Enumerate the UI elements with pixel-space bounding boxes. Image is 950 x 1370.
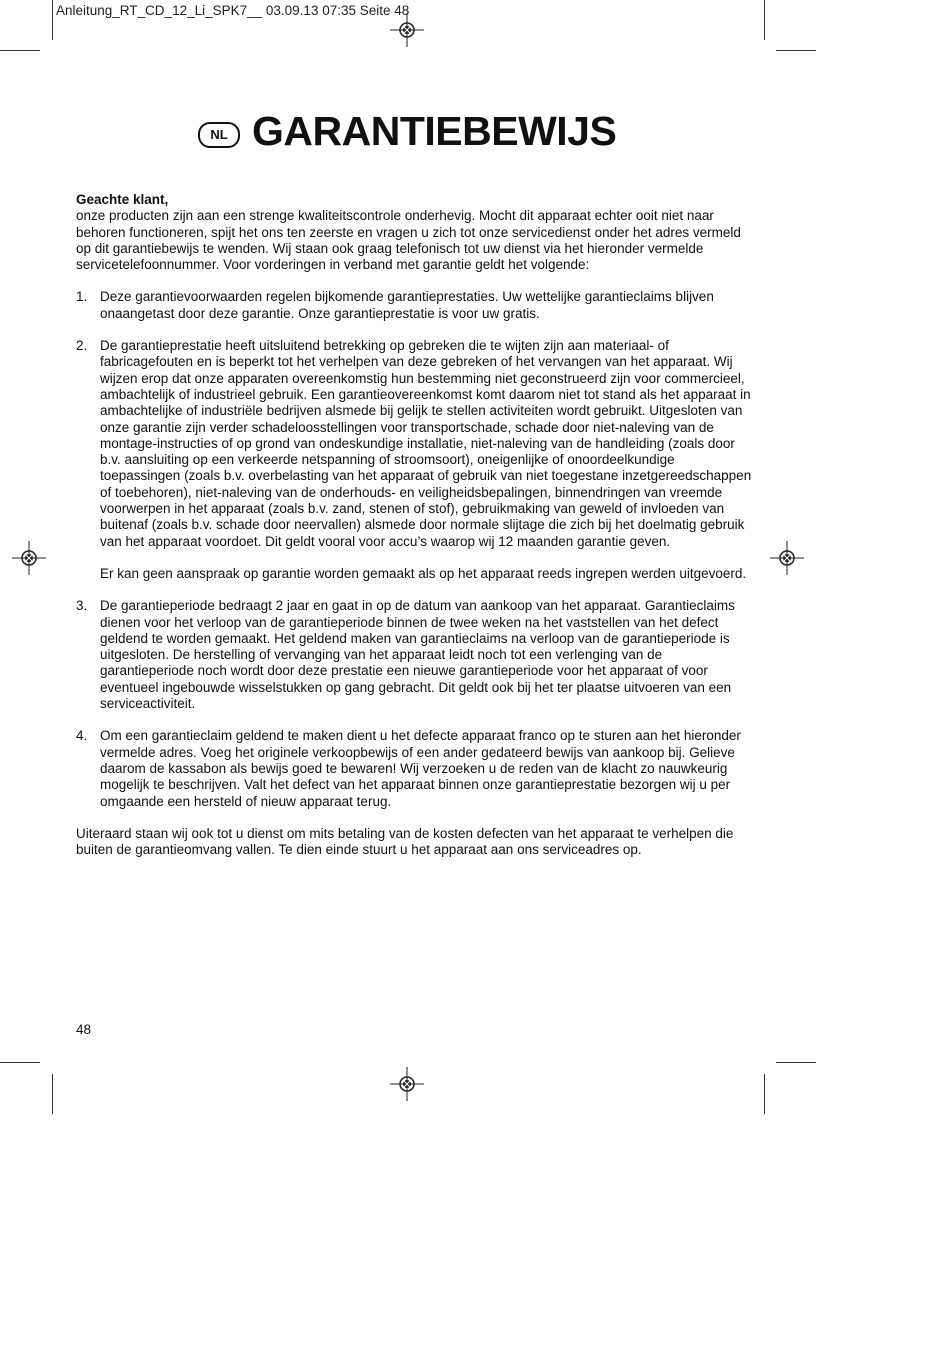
crop-mark [764,0,765,40]
list-item-subparagraph: Er kan geen aanspraak op garantie worden gemaakt als op het apparaat reeds ingrepen werden uitgevoerd. [100,565,747,581]
list-item-text: De garantieprestatie heeft uitsluitend betrekking op gebreken die te wijten zijn aan materiaal- of fabricagefouten en is beperkt tot het verhelpen van deze gebreken of het vervangen van het apparaat. Wij wijzen erop dat onze apparaten overeenkomstig hun bestemming niet geconstrueerd zijn voor commercieel, ambachtelijk of industrieel gebruik. Een garantieovereenkomst komt daarom niet tot stand als het apparaat in ambachtelijke of industriële bedrijven alsmede bij gelijk te stellen activiteiten wordt gebruikt. Uitgesloten van onze garantie zijn verder schadeloosstellingen voor transportschade, schade door niet-naleving van de montage-instructies of op grond van ondeskundige installatie, niet-naleving van de handleiding (zoals door b.v. aansluiting op een verkeerde netspanning of stroomsoort), oneigenlijke of onoordeelkundige toepassingen (zoals b.v. overbelasting van het apparaat of gebruik van niet toegestane inzetgereedschappen of toebehoren), niet-naleving van de onderhouds- en veiligheidsbepalingen, binnendringen van vreemde voorwerpen in het apparaat (zoals b.v. zand, stenen of stof), gebruikmaking van geweld of invloeden van buitenaf (zoals b.v. schade door neervallen) alsmede door normale slijtage die zich bij het doelmatig gebruik van het apparaat voordoet. Dit geldt vooral voor accu’s waarop wij 12 maanden garantie geven. [100,338,752,549]
registration-mark-icon [770,541,804,575]
language-badge: NL [198,122,240,148]
salutation: Geachte klant, [76,192,169,207]
list-item-number: 4. [76,728,88,744]
crop-mark [0,1062,40,1063]
crop-mark [0,50,40,51]
print-header: Anleitung_RT_CD_12_Li_SPK7__ 03.09.13 07:35 Seite 48 [56,3,410,18]
page-number: 48 [76,1022,92,1037]
list-item-number: 3. [76,598,88,614]
list-item-number: 2. [76,338,88,354]
registration-mark-icon [12,541,46,575]
list-item-text: Deze garantievoorwaarden regelen bijkomende garantieprestaties. Uw wettelijke garantieclaims blijven onaangetast door deze garantie. Onze garantieprestatie is voor uw gratis. [100,289,714,321]
crop-mark [776,50,816,51]
closing-paragraph: Uiteraard staan wij ook tot u dienst om mits betaling van de kosten defecten van het apparaat te verhelpen die buiten de garantieomvang vallen. Te dien einde stuurt u het apparaat aan ons serviceadres op. [76,825,734,858]
document-body [76,192,752,858]
warranty-conditions-list [76,289,752,809]
list-item [76,289,752,322]
intro-paragraph: onze producten zijn aan een strenge kwaliteitscontrole onderhevig. Mocht dit apparaat echter ooit niet naar behoren functioneren, spijt het ons ten zeerste en vragen u zich tot onze servicedienst onder het adres vermeld op dit garantiebewijs te wenden. Wij staan ook graag telefonisch tot uw dienst via het hieronder vermelde servicetelefoonnummer. Voor vorderingen in verband met garantie geldt het volgende: [76,208,741,273]
page-title-block [198,108,616,155]
list-item-number: 1. [76,289,88,305]
list-item-text: Om een garantieclaim geldend te maken dient u het defecte apparaat franco op te sturen aan het hieronder vermelde adres. Voeg het originele verkoopbewijs of een ander gedateerd bewijs van aankoop bij. Gelieve daarom de kassabon als bewijs goed te bewaren! Wij verzoeken u de reden van de klacht zo nauwkeurig mogelijk te beschrijven. Valt het defect van het apparaat binnen onze garantieprestatie bezorgen wij u per omgaande een hersteld of nieuw apparaat terug. [100,728,741,809]
crop-mark [776,1062,816,1063]
registration-mark-icon [390,1067,424,1101]
list-item [76,338,752,582]
crop-mark [52,1074,53,1114]
crop-mark [52,0,53,40]
list-item [76,728,752,809]
list-item-text: De garantieperiode bedraagt 2 jaar en gaat in op de datum van aankoop van het apparaat. Garantieclaims dienen voor het verloop van de garantieperiode binnen de twee weken na het vaststellen van het defect geldend te worden gemaakt. Het geldend maken van garantieclaims na verloop van de garantieperiode is uitgesloten. De herstelling of vervanging van het apparaat leidt noch tot een verlenging van de garantieperiode noch wordt door deze prestatie een nieuwe garantieperiode voor het apparaat of voor eventueel ingebouwde wisselstukken op gang gebracht. Dit geldt ook bij het ter plaatse uitvoeren van een serviceactiviteit. [100,598,735,712]
page-title: GARANTIEBEWIJS [252,108,617,154]
registration-mark-icon [390,13,424,47]
crop-mark [764,1074,765,1114]
list-item [76,598,752,712]
